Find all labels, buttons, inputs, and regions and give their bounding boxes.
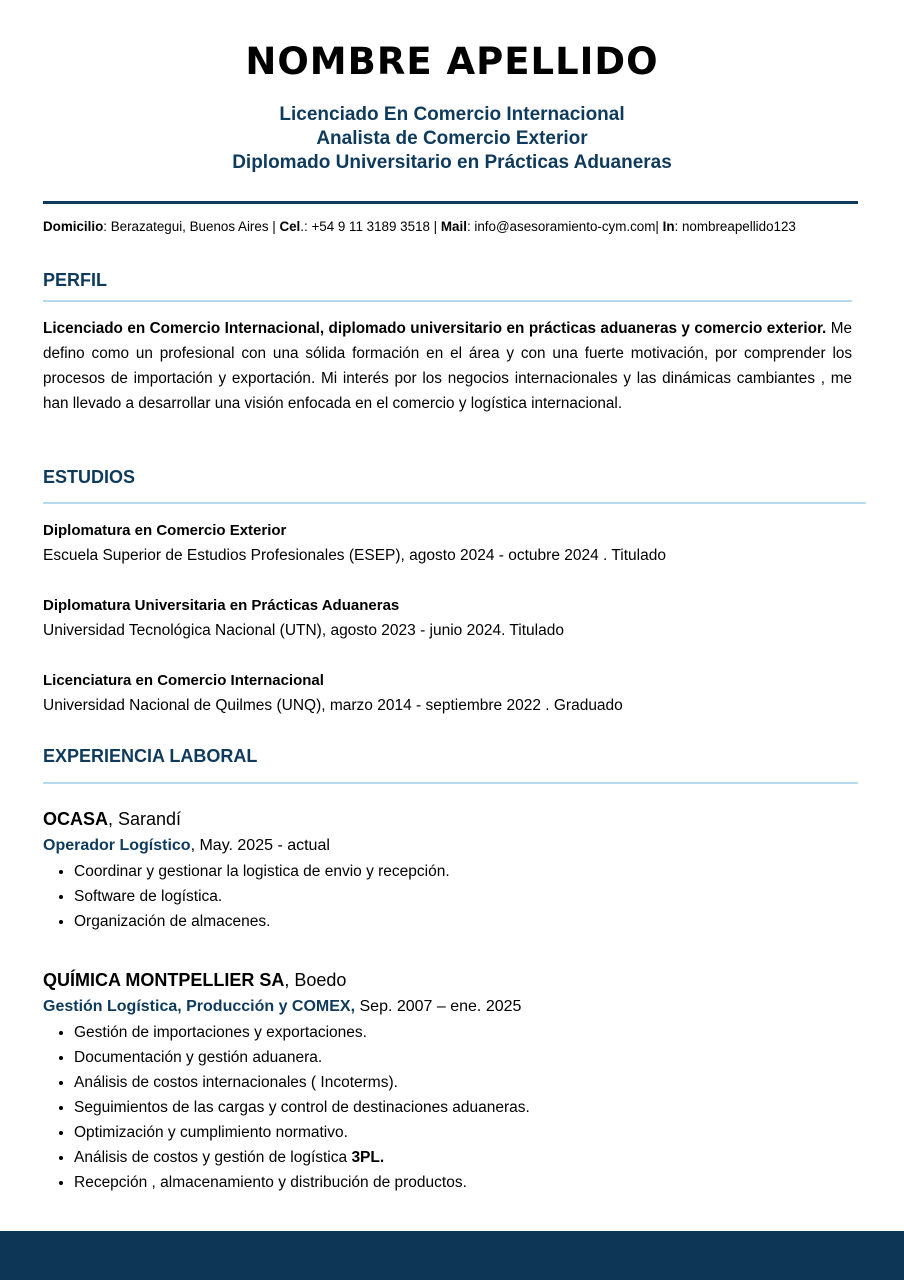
role-period: Sep. 2007 – ene. 2025 (355, 998, 522, 1015)
footer-bar (0, 1231, 904, 1280)
education-detail: Universidad Nacional de Quilmes (UNQ), marzo 2014 - septiembre 2022 . Graduado (43, 697, 623, 714)
title-line: Licenciado En Comercio Internacional (279, 104, 625, 125)
education-title: Diplomatura Universitaria en Prácticas Aduaneras (43, 597, 400, 614)
role-title: Operador Logístico (43, 837, 191, 854)
domicilio-label: Domicilio (43, 219, 104, 234)
title-line: Diplomado Universitario en Prácticas Aduaneras (232, 152, 672, 173)
company-name: OCASA (43, 809, 109, 829)
role-title: Gestión Logística, Producción y COMEX, (43, 998, 356, 1015)
profile-text (43, 316, 852, 416)
education-detail: Escuela Superior de Estudios Profesionales (ESEP), agosto 2024 - octubre 2024 . Titulado (43, 547, 666, 564)
linkedin-label: In (662, 219, 675, 234)
company-location: , Sarandí (108, 809, 182, 829)
list-item: • Recepción , almacenamiento y distribución de productos. (74, 1170, 863, 1195)
section-title-experiencia: EXPERIENCIA LABORAL (43, 746, 258, 766)
company-name: QUÍMICA MONTPELLIER SA (43, 970, 285, 990)
list-item: • Documentación y gestión aduanera. (74, 1045, 863, 1070)
education-item (43, 668, 863, 718)
section-title-perfil: PERFIL (43, 270, 108, 290)
contact-line (43, 219, 873, 234)
list-item-bold: 3PL. (351, 1149, 385, 1166)
list-item: • Software de logística. (74, 884, 863, 909)
mail-value: : info@asesoramiento-cym.com| (466, 219, 663, 234)
list-item: • Seguimientos de las cargas y control de destinaciones aduaneras. (74, 1095, 863, 1120)
education-item (43, 518, 863, 568)
professional-titles (0, 103, 904, 175)
title-line: Analista de Comercio Exterior (316, 128, 588, 149)
experiencia-divider (43, 782, 858, 784)
cel-value: .: +54 9 11 3189 3518 | (300, 219, 441, 234)
list-item: • Organización de almacenes. (74, 909, 863, 934)
job-entry (43, 966, 863, 1195)
list-item: • Coordinar y gestionar la logistica de envio y recepción. (74, 859, 863, 884)
company-location: , Boedo (284, 970, 347, 990)
job-bullets (43, 859, 863, 934)
section-title-estudios: ESTUDIOS (43, 467, 136, 487)
job-bullets (43, 1020, 863, 1195)
perfil-divider (43, 300, 852, 302)
job-role (43, 833, 863, 859)
job-entry (43, 805, 863, 934)
profile-body: Me defino como un profesional con una sólida formación en el área y con una fuerte motivación, por comprender los procesos de importación y exportación. Mi interés por los negocios internacionales y las dinámicas cambiantes , me han llevado a desarrollar una visión enfocada en el comercio y logística internacional. (43, 320, 852, 412)
job-company (43, 805, 863, 833)
education-detail: Universidad Tecnológica Nacional (UTN), agosto 2023 - junio 2024. Titulado (43, 622, 564, 639)
profile-intro: Licenciado en Comercio Internacional, diplomado universitario en prácticas aduaneras y comercio exterior. (43, 320, 827, 337)
job-company (43, 966, 863, 994)
education-item (43, 593, 863, 643)
cel-label: Cel (279, 219, 301, 234)
education-title: Diplomatura en Comercio Exterior (43, 522, 287, 539)
role-period: , May. 2025 - actual (190, 837, 330, 854)
linkedin-value: : nombreapellido123 (674, 219, 796, 234)
header-divider (43, 201, 858, 204)
full-name: NOMBRE APELLIDO (245, 40, 659, 83)
list-item: • Análisis de costos internacionales ( Incoterms). (74, 1070, 863, 1095)
list-item: • Optimización y cumplimiento normativo. (74, 1120, 863, 1145)
education-title: Licenciatura en Comercio Internacional (43, 672, 324, 689)
mail-label: Mail (440, 219, 467, 234)
list-item (74, 1145, 863, 1170)
list-item-text: Análisis de costos y gestión de logística (74, 1149, 352, 1166)
estudios-divider (43, 502, 866, 504)
list-item: • Gestión de importaciones y exportaciones. (74, 1020, 863, 1045)
domicilio-value: : Berazategui, Buenos Aires | (103, 219, 280, 234)
job-role (43, 994, 863, 1020)
